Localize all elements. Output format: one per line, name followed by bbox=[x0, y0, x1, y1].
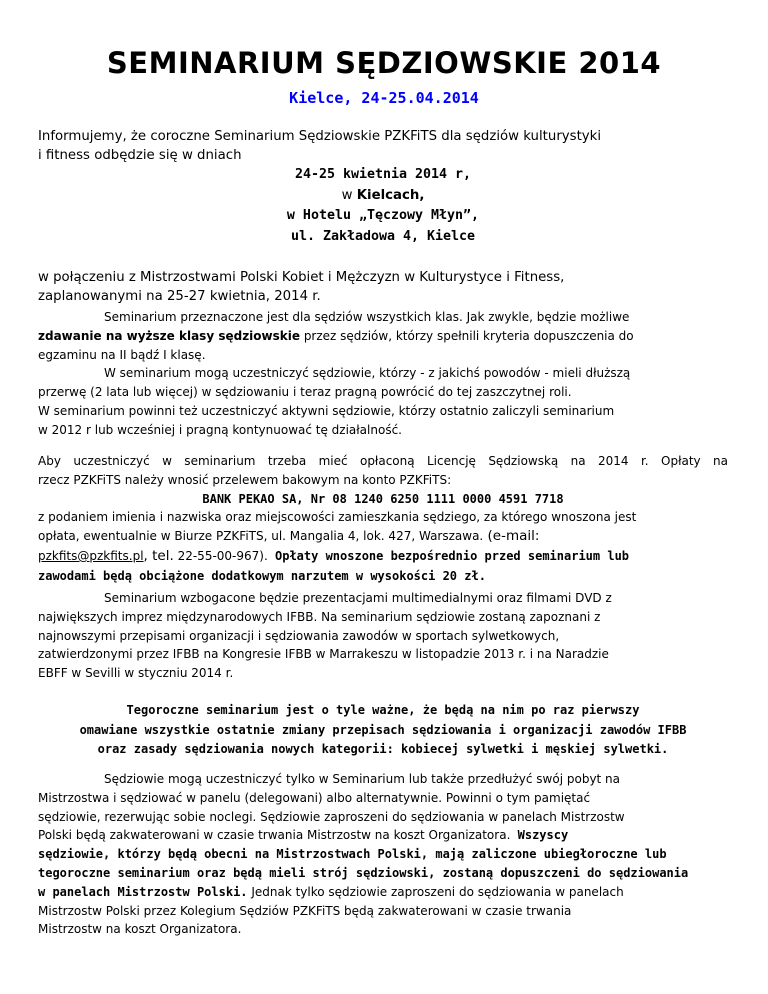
intro-paragraph bbox=[38, 127, 728, 165]
judges-text: Polski będą zakwaterowani w czasie trwania Mistrzostw na koszt Organizatora. bbox=[38, 828, 511, 843]
tel-label: , tel. bbox=[143, 547, 174, 564]
combined-line: zaplanowanymi na 25-27 kwietnia, 2014 r. bbox=[38, 289, 321, 304]
eligibility-line: W seminarium powinni też uczestniczyć aktywni sędziowie, którzy ostatnio zaliczyli seminarium bbox=[38, 403, 615, 418]
highlight-line: omawiane wszystkie ostatnie zmiany przepisach sędziowania i organizacji zawodów IFBB bbox=[79, 722, 687, 737]
presentations-line: zatwierdzonymi przez IFBB na Kongresie IFBB w Marrakeszu w listopadzie 2013 r. i na Naradzie bbox=[38, 647, 609, 662]
eligibility-line: przerwę (2 lata lub więcej) w sędziowaniu i teraz pragną powrócić do tej zaszczytnej roli. bbox=[38, 385, 572, 400]
venue-city-prefix: w bbox=[341, 187, 357, 203]
payment-line: z podaniem imienia i nazwiska oraz miejscowości zamieszkania sędziego, za którego wnoszona jest bbox=[38, 510, 637, 525]
eligibility-line: W seminarium mogą uczestniczyć sędziowie, którzy - z jakichś powodów - mieli dłuższą bbox=[104, 366, 631, 381]
eligibility-line: w 2012 r lub wcześniej i pragną kontynuować tę działalność. bbox=[38, 422, 402, 437]
tel-number: 22-55-00-967). bbox=[173, 548, 268, 563]
judges-bold: w panelach Mistrzostw Polski. bbox=[38, 884, 248, 899]
presentations-line: najnowszymi przepisami organizacji i sędziowania zawodów w sportach sylwetkowych, bbox=[38, 628, 560, 643]
payment-paragraph bbox=[38, 452, 728, 586]
presentations-line: Seminarium wzbogacone będzie prezentacjami multimedialnymi oraz filmami DVD z bbox=[104, 591, 612, 605]
judges-line: Mistrzostw na koszt Organizatora. bbox=[38, 922, 242, 937]
presentations-paragraph bbox=[38, 589, 728, 683]
payment-office: opłata, ewentualnie w Biurze PZKFiTS, ul. Mangalia 4, lok. 427, Warszawa. bbox=[38, 529, 484, 544]
judges-bold: Wszyscy bbox=[510, 828, 569, 843]
venue-address: ul. Zakładowa 4, Kielce bbox=[290, 228, 476, 244]
judges-line: Mistrzostwa i sędziować w panelu (delegowani) albo alternatywnie. Powinni o tym pamiętać bbox=[38, 790, 591, 805]
exam-highlight: zdawanie na wyższe klasy sędziowskie bbox=[38, 328, 300, 343]
highlight-paragraph bbox=[38, 701, 728, 760]
event-date-subtitle: Kielce, 24-25.04.2014 bbox=[289, 89, 479, 107]
presentations-line: EBFF w Sevilli w styczniu 2014 r. bbox=[38, 666, 234, 681]
venue-hotel: w Hotelu „Tęczowy Młyn”, bbox=[286, 208, 480, 223]
judges-text: Jednak tylko sędziowie zaproszeni do sędziowania w panelach bbox=[247, 884, 624, 899]
venue-date: 24-25 kwietnia 2014 r, bbox=[294, 167, 472, 182]
payment-line: Aby uczestniczyć w seminarium trzeba mieć opłaconą Licencję Sędziowską na 2014 r. Opłaty na bbox=[38, 454, 728, 468]
eligibility-paragraph bbox=[38, 308, 728, 440]
intro-line: Informujemy, że coroczne Seminarium Sędziowskie PZKFiTS dla sędziów kulturystyki bbox=[38, 129, 602, 144]
venue-city-line bbox=[38, 186, 728, 207]
payment-line bbox=[38, 546, 728, 567]
email-link[interactable]: pzkfits@pzkfits.pl bbox=[38, 548, 144, 563]
surcharge-notice: Opłaty wnoszone bezpośrednio przed seminarium lub bbox=[267, 548, 630, 563]
venue-block bbox=[38, 165, 728, 247]
judges-line: sędziowie, którzy będą obecni na Mistrzostwach Polski, mają zaliczone ubiegłoroczne lub bbox=[38, 847, 667, 862]
judges-line bbox=[38, 826, 728, 845]
page-title: SEMINARIUM SĘDZIOWSKIE 2014 bbox=[106, 46, 662, 80]
judges-line: Sędziowie mogą uczestniczyć tylko w Seminarium lub także przedłużyć swój pobyt na bbox=[104, 772, 621, 786]
judges-paragraph bbox=[38, 770, 728, 939]
venue-city: Kielcach, bbox=[356, 187, 425, 203]
highlight-line: Tegoroczne seminarium jest o tyle ważne, że będą na nim po raz pierwszy bbox=[126, 703, 640, 717]
intro-line: i fitness odbędzie się w dniach bbox=[38, 148, 242, 163]
highlight-line: oraz zasady sędziowania nowych kategorii: kobiecej sylwetki i męskiej sylwetki. bbox=[97, 742, 669, 756]
payment-line bbox=[38, 527, 728, 546]
judges-line: Mistrzostw Polski przez Kolegium Sędziów PZKFiTS będą zakwaterowani w czasie trwania bbox=[38, 903, 572, 918]
presentations-line: największych imprez międzynarodowych IFBB. Na seminarium sędziowie zostaną zapoznani z bbox=[38, 609, 601, 624]
surcharge-notice: zawodami będą obciążone dodatkowym narzutem w wysokości 20 zł. bbox=[38, 568, 486, 583]
eligibility-line: egzaminu na II bądź I klasę. bbox=[38, 347, 206, 362]
combined-line: w połączeniu z Mistrzostwami Polski Kobiet i Mężczyzn w Kulturystyce i Fitness, bbox=[38, 270, 565, 285]
bank-account: BANK PEKAO SA, Nr 08 1240 6250 1111 0000 4591 7718 bbox=[202, 491, 564, 506]
email-label: (e-mail: bbox=[483, 528, 540, 545]
judges-line bbox=[38, 883, 728, 902]
eligibility-line: Seminarium przeznaczone jest dla sędziów wszystkich klas. Jak zwykle, będzie możliwe bbox=[104, 310, 630, 324]
eligibility-line bbox=[38, 327, 728, 346]
payment-line: rzecz PZKFiTS należy wnosić przelewem bakowym na konto PZKFiTS: bbox=[38, 472, 452, 487]
combined-paragraph bbox=[38, 268, 728, 306]
eligibility-text: przez sędziów, którzy spełnili kryteria dopuszczenia do bbox=[300, 328, 634, 343]
judges-line: sędziowie, rezerwując sobie noclegi. Sędziowie zaproszeni do sędziowania w panelach Mistrzostw bbox=[38, 809, 625, 824]
judges-line: tegoroczne seminarium oraz będą mieli strój sędziowski, zostaną dopuszczeni do sędziowania bbox=[38, 865, 689, 880]
